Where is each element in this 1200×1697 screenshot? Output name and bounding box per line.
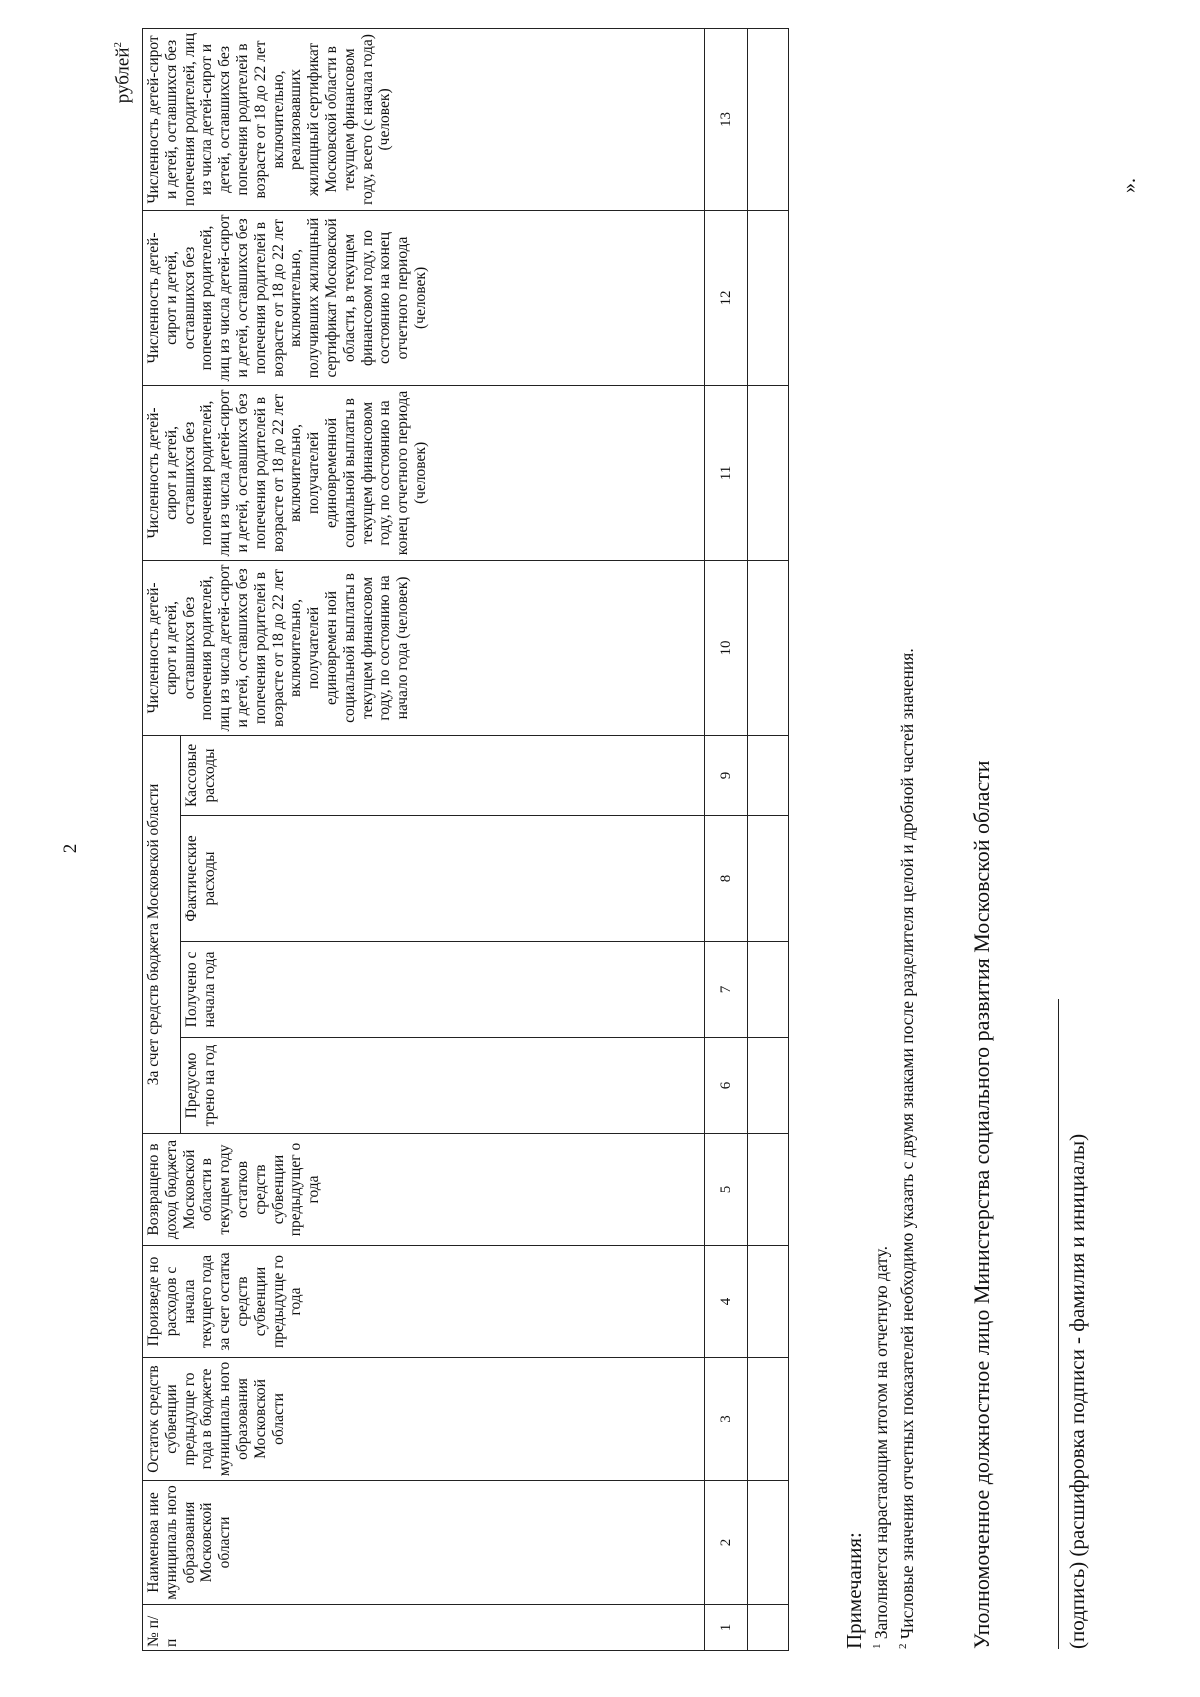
signature-line: [1058, 999, 1059, 1649]
page-number: 2: [60, 843, 81, 854]
data-cell[interactable]: [748, 735, 789, 815]
header-cell-actual-expenses: Фактические расходы: [181, 816, 705, 942]
note-1-text: Заполняется нарастающим итогом на отчетную дату.: [870, 1245, 891, 1640]
data-cell[interactable]: [748, 1246, 789, 1358]
header-cell-returned-to-budget: Возвращено в доход бюджета Московской области в текущем году остатков средств субвенции предыдущег о года: [143, 1134, 705, 1246]
header-cell-municipality: Наименова ние муниципаль ного образования Московской области: [143, 1481, 705, 1605]
column-number: 12: [705, 210, 748, 385]
data-cell[interactable]: [748, 28, 789, 210]
signature-block: [1058, 999, 1090, 1649]
unit-label: [112, 42, 134, 103]
note-1-ref: 1: [871, 1643, 883, 1649]
data-cell[interactable]: [748, 1358, 789, 1481]
column-number: 13: [705, 28, 748, 210]
column-number: 5: [705, 1134, 748, 1246]
header-cell-spent-from-balance: Произведе но расходов с начала текущего года за счет остатка средств субвенции предыдуще го года: [143, 1246, 705, 1358]
note-2: [892, 549, 918, 1649]
column-number: 3: [705, 1358, 748, 1481]
header-cell-remaining-balance: Остаток средств субвенции предыдуще го года в бюджете муниципаль ного образования Московской области: [143, 1358, 705, 1481]
header-group-regional-budget: За счет средств бюджета Московской области: [143, 735, 181, 1133]
data-cell[interactable]: [748, 385, 789, 560]
header-cell-planned: Предусмо трено на год: [181, 1038, 705, 1134]
data-cell[interactable]: [748, 1481, 789, 1605]
column-number: 10: [705, 560, 748, 735]
empty-data-row: [748, 28, 789, 1650]
unit-text: рублей: [112, 47, 134, 104]
column-number: 6: [705, 1038, 748, 1134]
data-cell[interactable]: [748, 816, 789, 942]
column-number: 4: [705, 1246, 748, 1358]
column-number-row: [705, 28, 748, 1650]
note-1: [866, 549, 892, 1649]
header-cell-recipients-end: Численность детей-сирот и детей, оставшихся без попечения родителей, лиц из числа детей-сирот и детей, оставшихся без попечения родителей в возрасте от 18 до 22 лет включительно, получателей единовременной социальной выплаты в текущем финансовом году, по состоянию на конец отчетного периода (человек): [143, 385, 705, 560]
column-number: 9: [705, 735, 748, 815]
data-cell[interactable]: [748, 1605, 789, 1651]
header-cell-cash-expenses: Кассовые расходы: [181, 735, 705, 815]
header-cell-received: Получено с начала года: [181, 942, 705, 1038]
column-number: 7: [705, 942, 748, 1038]
header-cell-recipients-start: Численность детей-сирот и детей, оставшихся без попечения родителей, лиц из числа детей-сирот и детей, оставшихся без попечения родителей в возрасте от 18 до 22 лет включительно, получателей единовремен ной социальной выплаты в текущем финансовом году, по состоянию на начало года (человек): [143, 560, 705, 735]
header-cell-certificates-received: Численность детей-сирот и детей, оставшихся без попечения родителей, лиц из числа детей-сирот и детей, оставшихся без попечения родителей в возрасте от 18 до 22 лет включительно, получивших жилищный сертификат Московской области, в текущем финансовом году, по состоянию на конец отчетного периода (человек): [143, 210, 705, 385]
header-cell-number: № п/п: [143, 1605, 705, 1651]
data-cell[interactable]: [748, 1134, 789, 1246]
data-cell[interactable]: [748, 942, 789, 1038]
notes-title: Примечания:: [842, 1532, 866, 1649]
data-cell[interactable]: [748, 560, 789, 735]
signature-caption: (подпись) (расшифровка подписи - фамилия и инициалы): [1065, 1133, 1089, 1649]
notes-section: [842, 549, 918, 1649]
note-2-ref: 2: [896, 1643, 909, 1649]
column-number: 11: [705, 385, 748, 560]
report-table: [142, 28, 789, 1651]
data-cell[interactable]: [748, 210, 789, 385]
unit-footnote-ref: 2: [112, 42, 124, 48]
header-cell-certificates-realized: Численность детей-сирот и детей, оставшихся без попечения родителей, лиц из числа детей-сирот и детей, оставшихся без попечения родителей в возрасте от 18 до 22 лет включительно, реализовавших жилищный сертификат Московской области в текущем финансовом году, всего (с начала года) (человек): [143, 28, 705, 210]
column-number: 1: [705, 1605, 748, 1651]
note-2-text: Числовые значения отчетных показателей необходимо указать с двумя знаками после разделителя целой и дробной частей значения.: [896, 648, 917, 1640]
column-number: 8: [705, 816, 748, 942]
data-cell[interactable]: [748, 1038, 789, 1134]
column-number: 2: [705, 1481, 748, 1605]
authorized-official: Уполномоченное должностное лицо Министерства социального развития Московской области: [969, 760, 994, 1649]
closing-quote: ».: [1118, 178, 1140, 193]
